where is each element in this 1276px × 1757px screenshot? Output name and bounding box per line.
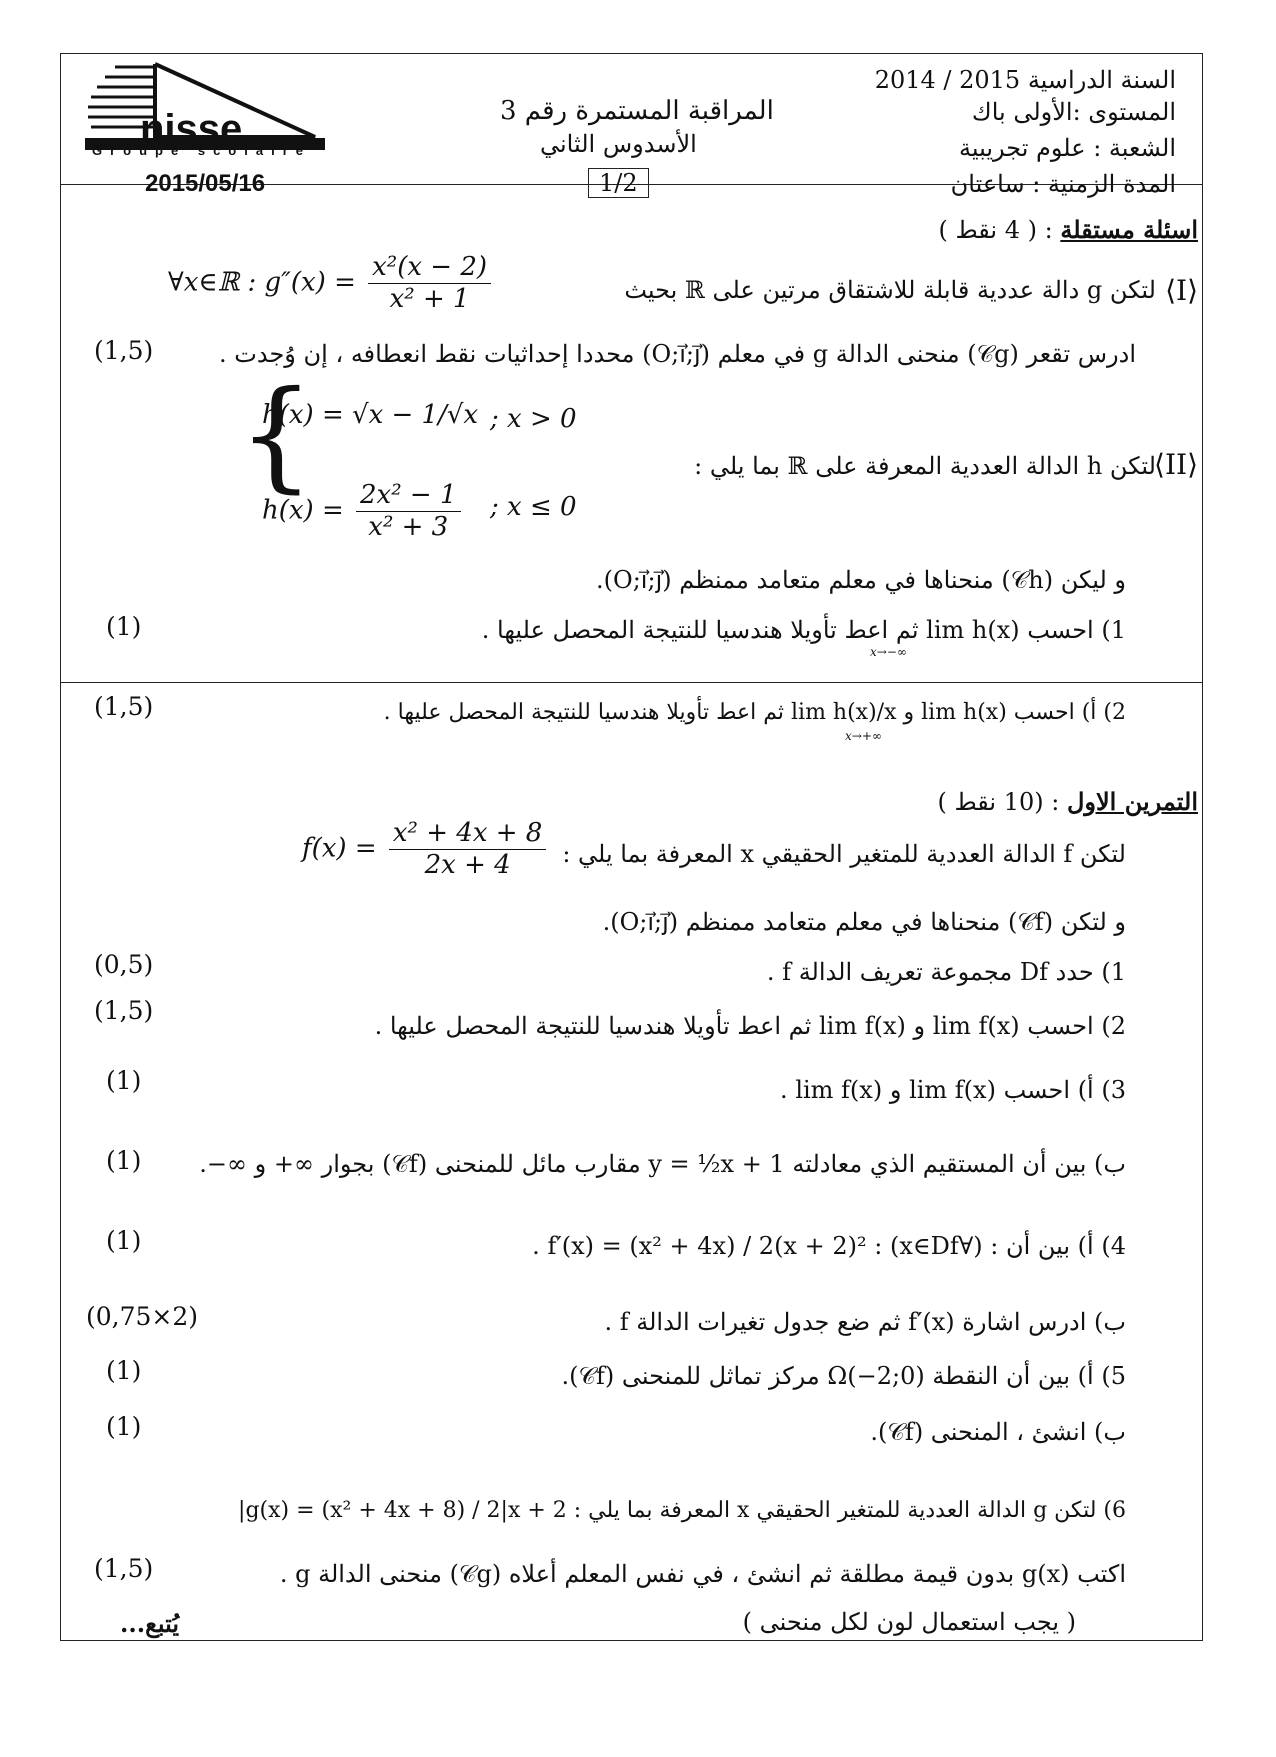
f-formula	[302, 818, 550, 881]
q2-1-lim-sub: x→−∞	[870, 645, 907, 659]
logo-text: nisse	[140, 107, 243, 151]
q2-2-lim-sub: x→+∞	[845, 729, 882, 743]
f-formula-num: x² + 4x + 8	[389, 818, 546, 850]
q2-case1-cond: ; x > 0	[490, 404, 577, 434]
q2-2-points: (1,5)	[94, 692, 154, 721]
school-year: السنة الدراسية 2015 / 2014	[874, 66, 1176, 94]
item-5a: 5) أ) بين أن النقطة Ω(−2;0) مركز تماثل للمنحنى (𝒞f).	[561, 1362, 1126, 1390]
semester: الأسدوس الثاني	[540, 130, 697, 158]
q1-formula	[168, 252, 495, 315]
q2-case2-den: x² + 3	[368, 512, 449, 543]
item-1: 1) حدد Df مجموعة تعريف الدالة f .	[766, 958, 1126, 986]
item-5b-points: (1)	[106, 1412, 142, 1441]
part2-title: التمرين الاول	[1066, 787, 1198, 816]
q2-case2-num: 2x² − 1	[356, 480, 460, 512]
q1-label: ⟨I⟩	[1165, 274, 1198, 307]
item-3b-points: (1)	[106, 1146, 142, 1175]
part2-points: (10 نقط )	[937, 788, 1044, 816]
exam-date: 2015/05/16	[145, 170, 266, 197]
section-divider	[61, 682, 1202, 683]
note: ( يجب استعمال لون لكل منحنى )	[742, 1608, 1076, 1636]
item-4a: 4) أ) بين أن : (∀x∈Df) : f′(x) = (x² + 4x) / 2(x + 2)² .	[532, 1232, 1126, 1260]
item-4b-points: (0,75×2)	[86, 1302, 199, 1331]
q2-case1: h(x) = √x − 1/√x	[262, 400, 479, 430]
q2-case2-left: h(x) =	[262, 495, 344, 526]
q2-2: 2) أ) احسب lim h(x) و lim h(x)/x ثم اعط تأويلا هندسيا للنتيجة المحصل عليها .	[383, 700, 1126, 725]
item-4a-points: (1)	[106, 1226, 142, 1255]
item-3a: 3) أ) احسب lim f(x) و lim f(x) .	[780, 1076, 1126, 1104]
part2-heading: التمرين الاول : (10 نقط )	[937, 787, 1198, 816]
item-5b: ب) انشئ ، المنحنى (𝒞f).	[870, 1418, 1126, 1446]
page-number: 1/2	[588, 168, 649, 198]
item-6b: اكتب g(x) بدون قيمة مطلقة ثم انشئ ، في نفس المعلم أعلاه (𝒞g) منحنى الدالة g .	[279, 1560, 1126, 1588]
part1-heading: اسئلة مستقلة : ( 4 نقط )	[938, 215, 1198, 244]
f-formula-left: f(x) =	[302, 833, 377, 864]
q2-text: لتكن h الدالة العددية المعرفة على ℝ بما يلي :	[694, 452, 1156, 480]
item-4b: ب) ادرس اشارة f′(x) ثم ضع جدول تغيرات الدالة f .	[604, 1308, 1126, 1336]
q2-case2-cond: ; x ≤ 0	[490, 492, 577, 522]
q2-1-points: (1)	[106, 612, 142, 641]
q2-case2	[262, 480, 465, 543]
f-intro: لتكن f الدالة العددية للمتغير الحقيقي x المعرفة بما يلي :	[562, 840, 1126, 868]
item-1-points: (0,5)	[94, 950, 154, 979]
q1-points: (1,5)	[94, 336, 154, 365]
item-2: 2) احسب lim f(x) و lim f(x) ثم اعط تأويلا هندسيا للنتيجة المحصل عليها .	[374, 1012, 1126, 1040]
logo-subtext: Groupe scolaire	[92, 143, 311, 158]
continue-marker: يُتبع...	[120, 1609, 180, 1638]
exam-title: المراقبة المستمرة رقم 3	[500, 96, 774, 126]
case-brace: {	[238, 366, 315, 505]
q2-label: ⟨II⟩	[1154, 448, 1198, 481]
part1-title: اسئلة مستقلة	[1060, 215, 1198, 244]
item-5a-points: (1)	[106, 1356, 142, 1385]
part1-points: ( 4 نقط )	[938, 216, 1037, 244]
q1-formula-num: x²(x − 2)	[368, 252, 491, 284]
item-3b: ب) بين أن المستقيم الذي معادلته y = ½x + 1 مقارب مائل للمنحنى (𝒞f) بجوار ∞+ و ∞−.	[199, 1150, 1126, 1178]
q2-1: 1) احسب lim h(x) ثم اعط تأويلا هندسيا للنتيجة المحصل عليها .	[481, 616, 1126, 644]
q1-formula-left: ∀x∈ℝ : g″(x) =	[168, 267, 356, 298]
duration: المدة الزمنية : ساعتان	[950, 170, 1176, 198]
q1-formula-den: x² + 1	[389, 284, 470, 315]
q1-task: ادرس تقعر (𝒞g) منحنى الدالة g في معلم (O;i⃗;j⃗) محددا إحداثيات نقط انعطافه ، إن وُجدت .	[219, 340, 1136, 368]
branch: الشعبة : علوم تجريبية	[958, 134, 1176, 162]
item-6b-points: (1,5)	[94, 1554, 154, 1583]
q1-text: لتكن g دالة عددية قابلة للاشتقاق مرتين على ℝ بحيث	[624, 276, 1156, 304]
level: المستوى :الأولى باك	[971, 98, 1176, 126]
item-3a-points: (1)	[106, 1066, 142, 1095]
f-formula-den: 2x + 4	[424, 850, 511, 881]
item-6: 6) لتكن g الدالة العددية للمتغير الحقيقي x المعرفة بما يلي : g(x) = (x² + 4x + 8) / 2|x + 2|	[238, 1498, 1126, 1523]
f-curve: و لتكن (𝒞f) منحناها في معلم متعامد ممنظم (O;i⃗;j⃗).	[602, 908, 1126, 936]
q2-curve: و ليكن (𝒞h) منحناها في معلم متعامد ممنظم (O;i⃗;j⃗).	[596, 566, 1126, 594]
item-2-points: (1,5)	[94, 996, 154, 1025]
